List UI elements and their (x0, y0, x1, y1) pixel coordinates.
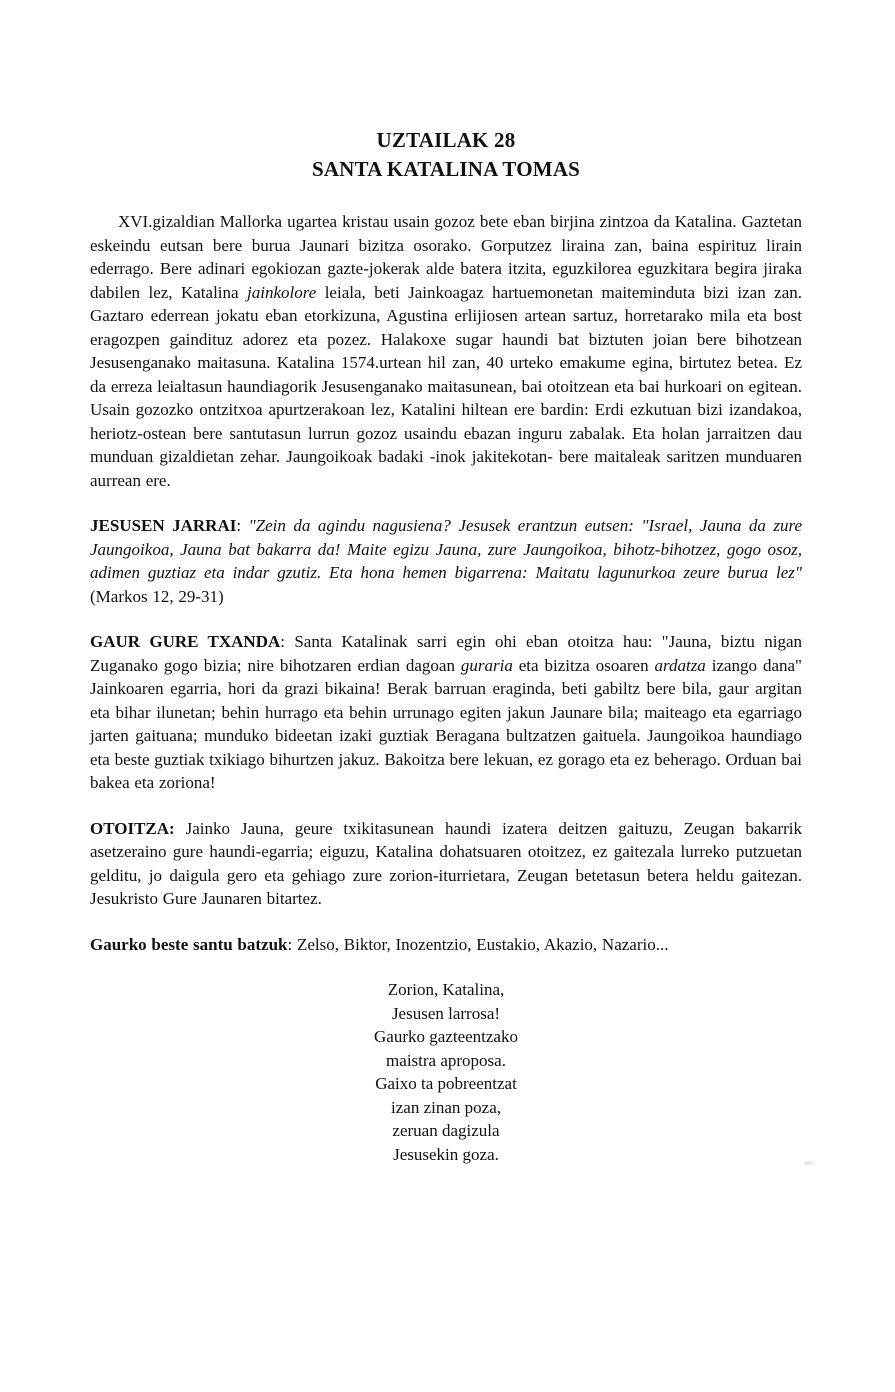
poem-line: izan zinan poza, (391, 1097, 501, 1117)
poem-line: Gaurko gazteentzako (374, 1027, 518, 1046)
text-run: (Markos 12, 29-31) (90, 586, 224, 606)
text-run: : Santa Katalinak sarri egin ohi eban otoitza hau: "Jauna, biztu nigan Zuganako gogo bizia; nire bihotzaren erdian dagoan (90, 632, 802, 675)
text-run: GAUR GURE TXANDA (90, 632, 281, 651)
text-run: guraria (460, 655, 513, 675)
paragraph-gaur-gure-txanda (90, 630, 802, 795)
poem-line: Jesusekin goza. (393, 1144, 499, 1164)
text-run: Gaurko beste santu batzuk (90, 934, 288, 954)
document-content (90, 126, 802, 1166)
text-run: Jainko Jauna, geure txikitasunean haundi izatera deitzen gaituzu, Zeugan bakarrik asetzeraino gure haundi-egarria; eiguzu, Katalina dohatsuaren otoitzez, ez gaitezala lurreko putzuetan gelditu, jo daigula gero eta gehiago zure zorion-iturrietara, Zeugan betetasun betera heldu gaitezan. Jesukristo Gure Jaunaren bitartez. (90, 818, 802, 908)
paragraph-intro (90, 210, 802, 492)
page-title-saint: SANTA KATALINA TOMAS (311, 157, 581, 181)
text-run: eta bizitza osoaren (512, 655, 655, 675)
poem-line: maistra aproposa. (386, 1050, 506, 1070)
document-body (90, 210, 802, 1166)
text-run: JESUSEN JARRAI (90, 516, 237, 535)
text-run: jainkolore (247, 282, 317, 302)
text-run: XVI.gizaldian Mallorka ugartea kristau usain gozoz bete eban birjina zintzoa da Katalina. Gaztetan eskeindu eutsan bere burua Jaunari bizitza osorako. Gorputzez liraina zan, baina espirituz lirain ederrago. Bere adinari egokiozan gazte-jokerak alde batera itzita, eguzkilorea eguzkitara begira jiraka dabilen lez, Katalina (90, 212, 802, 302)
page-title-date: UZTAILAK 28 (376, 128, 516, 152)
title-block (90, 126, 802, 184)
text-run: "Zein da agindu nagusiena? Jesusek erantzun eutsen: "Israel, Jauna da zure Jaungoikoa, Jauna bat bakarra da! Maite egizu Jauna, zure Jaungoikoa, bihotz-bihotzez, gogo osoz, adimen guztiaz eta indar gzutiz. Eta hona hemen bigarrena: Maitatu lagunurkoa zeure burua lez" (90, 516, 802, 582)
paragraph-jesusen-jarrai (90, 514, 802, 608)
poem-line: zeruan dagizula (392, 1121, 500, 1140)
poem-line: Gaixo ta pobreentzat (375, 1074, 517, 1093)
text-run: leiala, beti Jainkoagaz hartuemonetan maiteminduta bizi izan zan. Gaztaro ederrean jokatu eban etorkizuna, Agustina erlijiosen artean sartuz, horretarako mila eta bost eragozpen gaindituz adorez eta pozez. Halakoxe sugar haundi bat biztuten joian bere bihotzean Jesusenganako maitasuna. Katalina 1574.urtean hil zan, 40 urteko emakume egina, birtutez betea. Ez da erreza leialtasun haundiagorik Jesusenganako maitasunean, bai otoitzean eta bai hurkoari on egitean. Usain gozozko ontzitxoa apurtzerakoan lez, Katalini hiltean ere bardin: Erdi ezkutuan bizi izandakoa, heriotz-ostean bere santutasun lurrun gozoz usaindu ebazan inguru zabalak. Eta holan jarraitzen dau munduan gizaldietan zehar. Jaungoikoak badaki -inok jakitekotan- bere maitaleak saritzen munduaren aurrean ere. (90, 282, 803, 490)
paragraph-otoitza (90, 817, 802, 911)
text-run: izango dana" Jainkoaren egarria, hori da grazi bikaina! Berak barruan eraginda, beti gabiltz bere bila, gaur argitan eta bihar ilunetan; behin hurrago eta behin urrunago egiten jakun Jaunare bila; maiteago eta egarriago jarten gaituana; munduko bideetan izaki guztiak Beragana bultzatzen gaituela. Jaungoikoa haundiago eta beste guztiak txikiago bihurtzen jakuz. Bakoitza bere lekuan, ez gorago eta ez beherago. Orduan bai bakea eta zoriona! (90, 655, 802, 792)
scan-artifact (804, 1161, 813, 1165)
text-run: ardatza (654, 655, 706, 675)
text-run: : Zelso, Biktor, Inozentzio, Eustakio, Akazio, Nazario... (287, 934, 669, 954)
poem-line: Jesusen larrosa! (391, 1003, 501, 1023)
text-run: OTOITZA: (90, 818, 175, 838)
poem-line: Zorion, Katalina, (387, 980, 505, 999)
text-run: : (236, 516, 249, 535)
poem (90, 978, 802, 1166)
paragraph-santu-batzuk (90, 933, 802, 957)
